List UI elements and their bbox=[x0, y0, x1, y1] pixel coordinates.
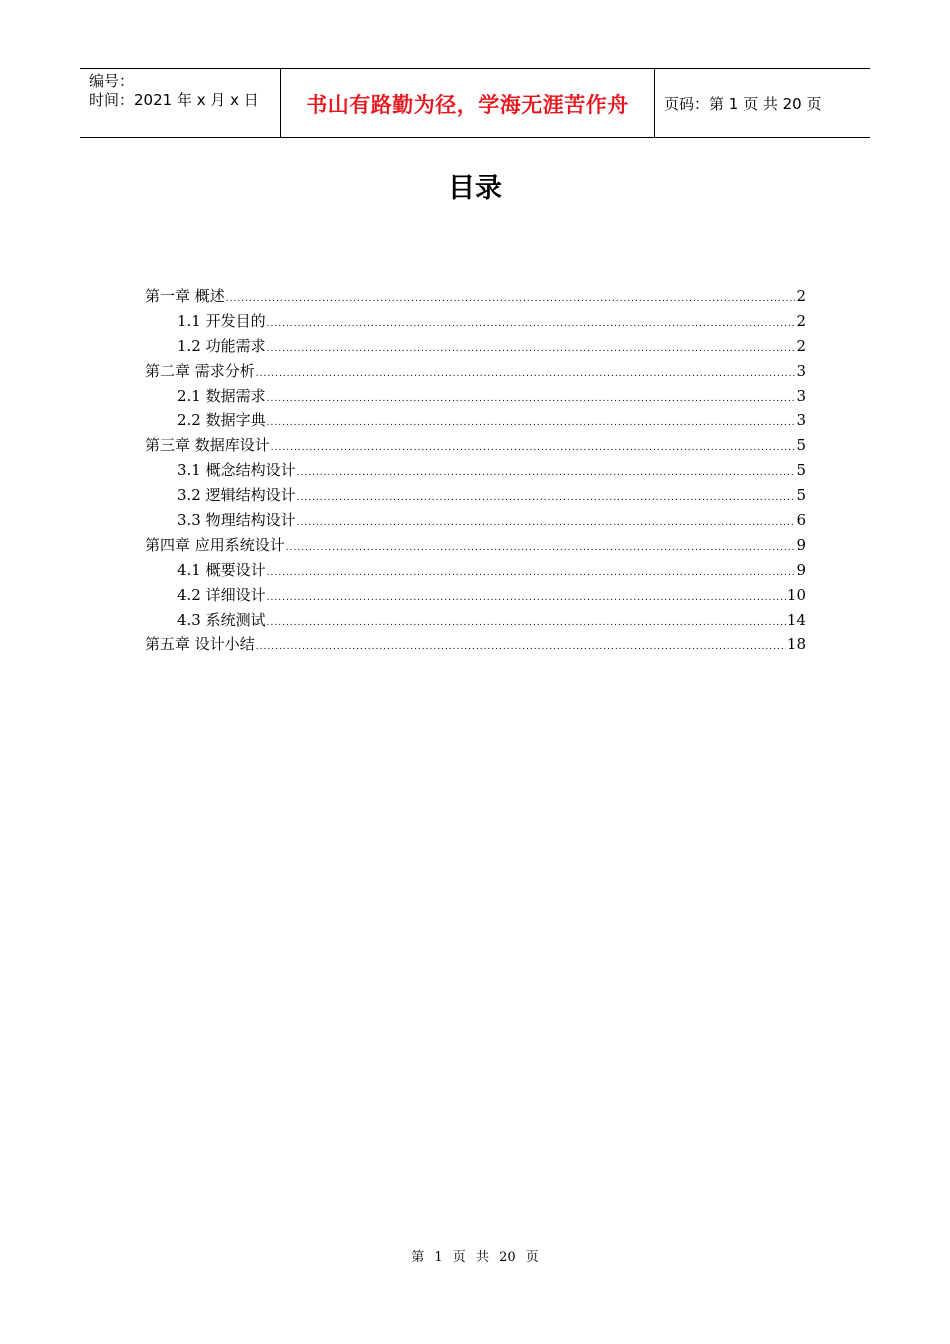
toc-entry-page: 2 bbox=[796, 336, 806, 355]
toc-entry-page: 18 bbox=[786, 635, 806, 654]
header-page-info: 页码：第 1 页 共 20 页 bbox=[664, 94, 822, 113]
toc-entry-label: 1.1 开发目的 bbox=[177, 311, 266, 330]
toc-dot-leader bbox=[267, 387, 796, 412]
toc-entry-page: 5 bbox=[796, 436, 806, 455]
document-header bbox=[80, 68, 870, 138]
toc-entry-label: 1.2 功能需求 bbox=[177, 336, 266, 355]
toc-entry-page: 3 bbox=[796, 361, 806, 380]
toc-dot-leader bbox=[267, 337, 796, 362]
serial-number-label: 编号： bbox=[89, 72, 135, 90]
toc-entry-page: 9 bbox=[796, 535, 806, 554]
toc-dot-leader bbox=[297, 486, 796, 511]
toc-entry-page: 2 bbox=[796, 287, 806, 305]
toc-entry-page: 2 bbox=[796, 311, 806, 330]
toc-entry-page: 9 bbox=[796, 560, 806, 579]
toc-dot-leader bbox=[297, 461, 796, 486]
toc-section-entry[interactable] bbox=[145, 483, 806, 508]
toc-entry-label: 3.2 逻辑结构设计 bbox=[177, 486, 296, 505]
toc-section-entry[interactable] bbox=[145, 408, 806, 433]
toc-entry-label: 4.1 概要设计 bbox=[177, 560, 266, 579]
toc-section-entry[interactable] bbox=[145, 309, 806, 334]
toc-dot-leader bbox=[267, 586, 786, 611]
toc-entry-label: 第二章 需求分析 bbox=[145, 361, 255, 380]
toc-dot-leader bbox=[226, 287, 796, 312]
toc-entry-label: 4.3 系统测试 bbox=[177, 610, 266, 629]
footer-word-di: 第 bbox=[411, 1250, 425, 1265]
toc-entry-label: 4.2 详细设计 bbox=[177, 585, 266, 604]
toc-entry-label: 2.1 数据需求 bbox=[177, 386, 266, 405]
toc-entry-label: 第五章 设计小结 bbox=[145, 635, 255, 654]
header-meta-cell bbox=[80, 69, 281, 137]
footer-word-ye-end: 页 bbox=[525, 1250, 539, 1265]
motto-text: 书山有路勤为径，学海无涯苦作舟 bbox=[306, 93, 629, 117]
toc-chapter-entry[interactable] bbox=[145, 632, 806, 657]
toc-entry-label: 第三章 数据库设计 bbox=[145, 436, 270, 455]
footer-word-ye: 页 bbox=[452, 1250, 466, 1265]
toc-dot-leader bbox=[286, 536, 796, 561]
toc-dot-leader bbox=[256, 362, 796, 387]
footer-current-page: 1 bbox=[434, 1250, 443, 1265]
toc-chapter-entry[interactable] bbox=[145, 433, 806, 458]
header-page-cell bbox=[655, 69, 870, 137]
footer-total-pages: 20 bbox=[499, 1250, 516, 1265]
toc-section-entry[interactable] bbox=[145, 384, 806, 409]
toc-entry-page: 5 bbox=[796, 461, 806, 480]
toc-section-entry[interactable] bbox=[145, 508, 806, 533]
toc-section-entry[interactable] bbox=[145, 583, 806, 608]
toc-section-entry[interactable] bbox=[145, 334, 806, 359]
toc-entry-page: 6 bbox=[796, 511, 806, 530]
toc-dot-leader bbox=[256, 635, 786, 660]
header-motto-cell bbox=[281, 69, 655, 137]
toc-chapter-entry[interactable] bbox=[145, 359, 806, 384]
toc-dot-leader bbox=[267, 411, 796, 436]
table-of-contents bbox=[145, 284, 806, 657]
toc-entry-page: 5 bbox=[796, 486, 806, 505]
toc-dot-leader bbox=[271, 436, 796, 461]
toc-entry-label: 2.2 数据字典 bbox=[177, 411, 266, 430]
toc-entry-label: 第四章 应用系统设计 bbox=[145, 535, 285, 554]
toc-dot-leader bbox=[267, 312, 796, 337]
toc-entry-page: 3 bbox=[796, 386, 806, 405]
date-label: 时间：2021 年 x 月 x 日 bbox=[89, 91, 259, 109]
page-footer bbox=[0, 1246, 950, 1265]
toc-entry-page: 14 bbox=[786, 610, 806, 629]
toc-section-entry[interactable] bbox=[145, 608, 806, 633]
toc-entry-page: 10 bbox=[786, 585, 806, 604]
toc-entry-label: 3.1 概念结构设计 bbox=[177, 461, 296, 480]
footer-word-gong: 共 bbox=[475, 1250, 489, 1265]
page-title: 目录 bbox=[448, 173, 502, 204]
toc-entry-label: 第一章 概述 bbox=[145, 287, 225, 305]
toc-dot-leader bbox=[267, 611, 786, 636]
toc-dot-leader bbox=[267, 561, 796, 586]
toc-entry-label: 3.3 物理结构设计 bbox=[177, 511, 296, 530]
toc-chapter-entry[interactable] bbox=[145, 284, 806, 309]
toc-section-entry[interactable] bbox=[145, 558, 806, 583]
toc-section-entry[interactable] bbox=[145, 458, 806, 483]
toc-chapter-entry[interactable] bbox=[145, 533, 806, 558]
toc-entry-page: 3 bbox=[796, 411, 806, 430]
toc-dot-leader bbox=[297, 511, 796, 536]
